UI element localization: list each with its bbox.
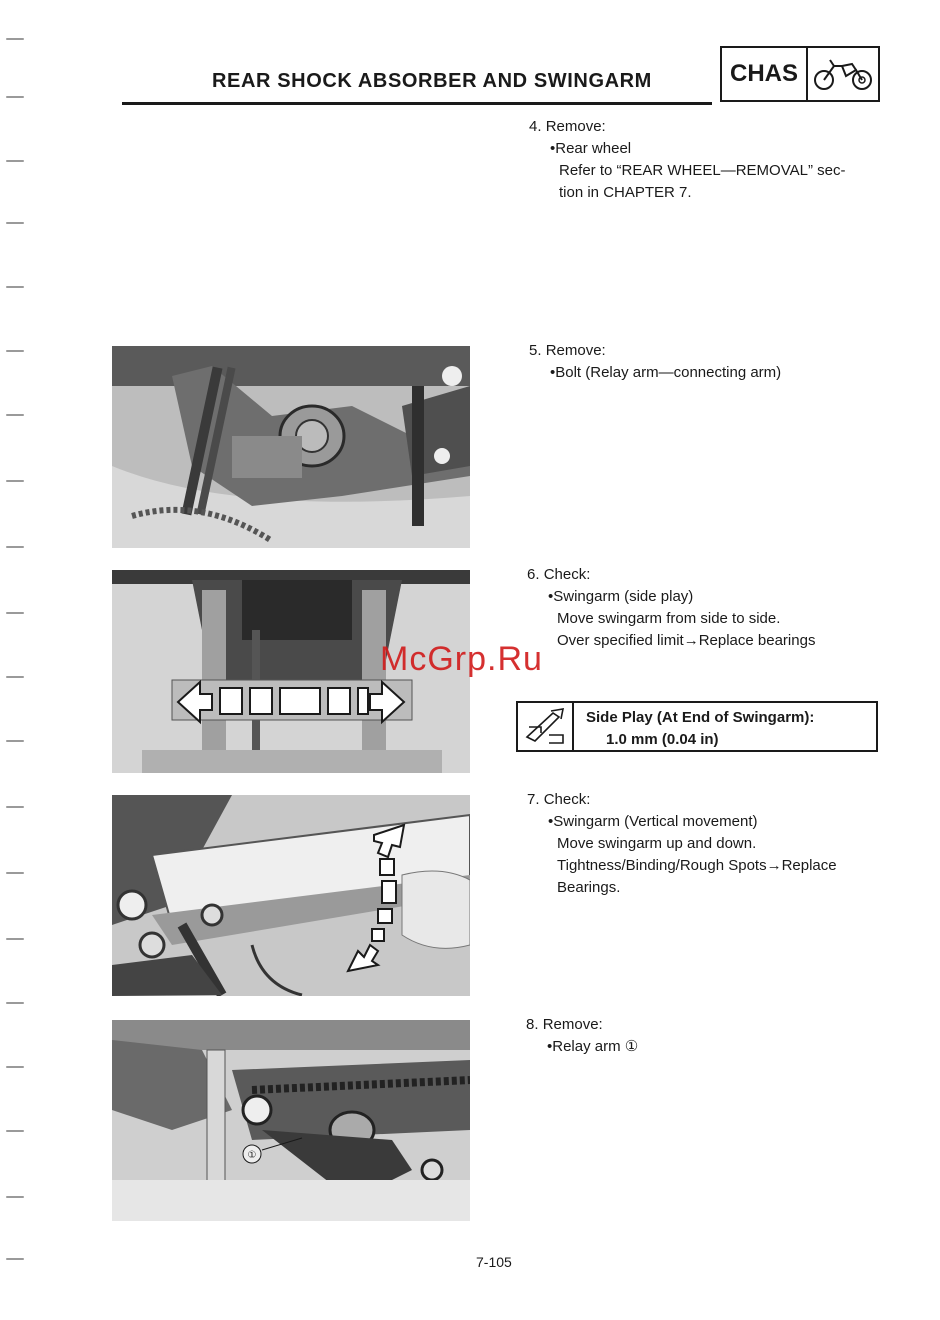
step-7-note-1: Move swingarm up and down. bbox=[557, 835, 757, 852]
watermark: McGrp.Ru bbox=[380, 640, 543, 678]
step-4-note-2: tion in CHAPTER 7. bbox=[559, 184, 692, 201]
step-8-action: Remove: bbox=[542, 1016, 603, 1033]
step-6-note-2: Over specified limit→Replace bearings bbox=[557, 632, 816, 649]
step-4 bbox=[529, 116, 845, 204]
step-6-number: 6. bbox=[527, 566, 540, 583]
figure-callout: ① bbox=[247, 1150, 257, 1161]
step-5 bbox=[529, 340, 781, 384]
step-6 bbox=[527, 564, 815, 652]
page-title: REAR SHOCK ABSORBER AND SWINGARM bbox=[212, 70, 652, 92]
step-6-note-1: Move swingarm from side to side. bbox=[557, 610, 781, 627]
step-7-note-3: Bearings. bbox=[557, 879, 621, 896]
caliper-icon bbox=[518, 703, 574, 750]
step-6-item: •Swingarm (side play) bbox=[548, 588, 694, 605]
section-label: CHAS bbox=[722, 48, 808, 100]
page-number: 7-105 bbox=[476, 1254, 512, 1270]
step-7-action: Check: bbox=[543, 791, 591, 808]
step-7-number: 7. bbox=[527, 791, 540, 808]
spec-box bbox=[516, 701, 878, 752]
photo-swingarm-vertical-movement bbox=[112, 795, 470, 996]
photo-relay-arm bbox=[112, 1020, 470, 1221]
step-6-action: Check: bbox=[543, 566, 591, 583]
spec-value: 1.0 mm (0.04 in) bbox=[606, 731, 719, 748]
step-8-item: •Relay arm ① bbox=[547, 1038, 639, 1055]
step-8-number: 8. bbox=[526, 1016, 539, 1033]
motorcycle-icon bbox=[808, 48, 878, 100]
step-4-action: Remove: bbox=[545, 118, 606, 135]
step-4-number: 4. bbox=[529, 118, 542, 135]
step-8 bbox=[526, 1014, 638, 1058]
header-rule bbox=[122, 102, 712, 105]
step-4-note-1: Refer to “REAR WHEEL—REMOVAL” sec- bbox=[559, 162, 846, 179]
section-badge bbox=[720, 46, 880, 102]
step-4-item: •Rear wheel bbox=[550, 140, 632, 157]
step-5-item: •Bolt (Relay arm—connecting arm) bbox=[550, 364, 782, 381]
step-7-item: •Swingarm (Vertical movement) bbox=[548, 813, 758, 830]
step-5-number: 5. bbox=[529, 342, 542, 359]
step-5-action: Remove: bbox=[545, 342, 606, 359]
photo-relay-arm-bolt bbox=[112, 346, 470, 548]
binding-marks bbox=[0, 0, 30, 1320]
spec-label: Side Play (At End of Swingarm): bbox=[586, 709, 815, 726]
step-7-note-2: Tightness/Binding/Rough Spots→Replace bbox=[557, 857, 837, 874]
step-7 bbox=[527, 789, 837, 899]
